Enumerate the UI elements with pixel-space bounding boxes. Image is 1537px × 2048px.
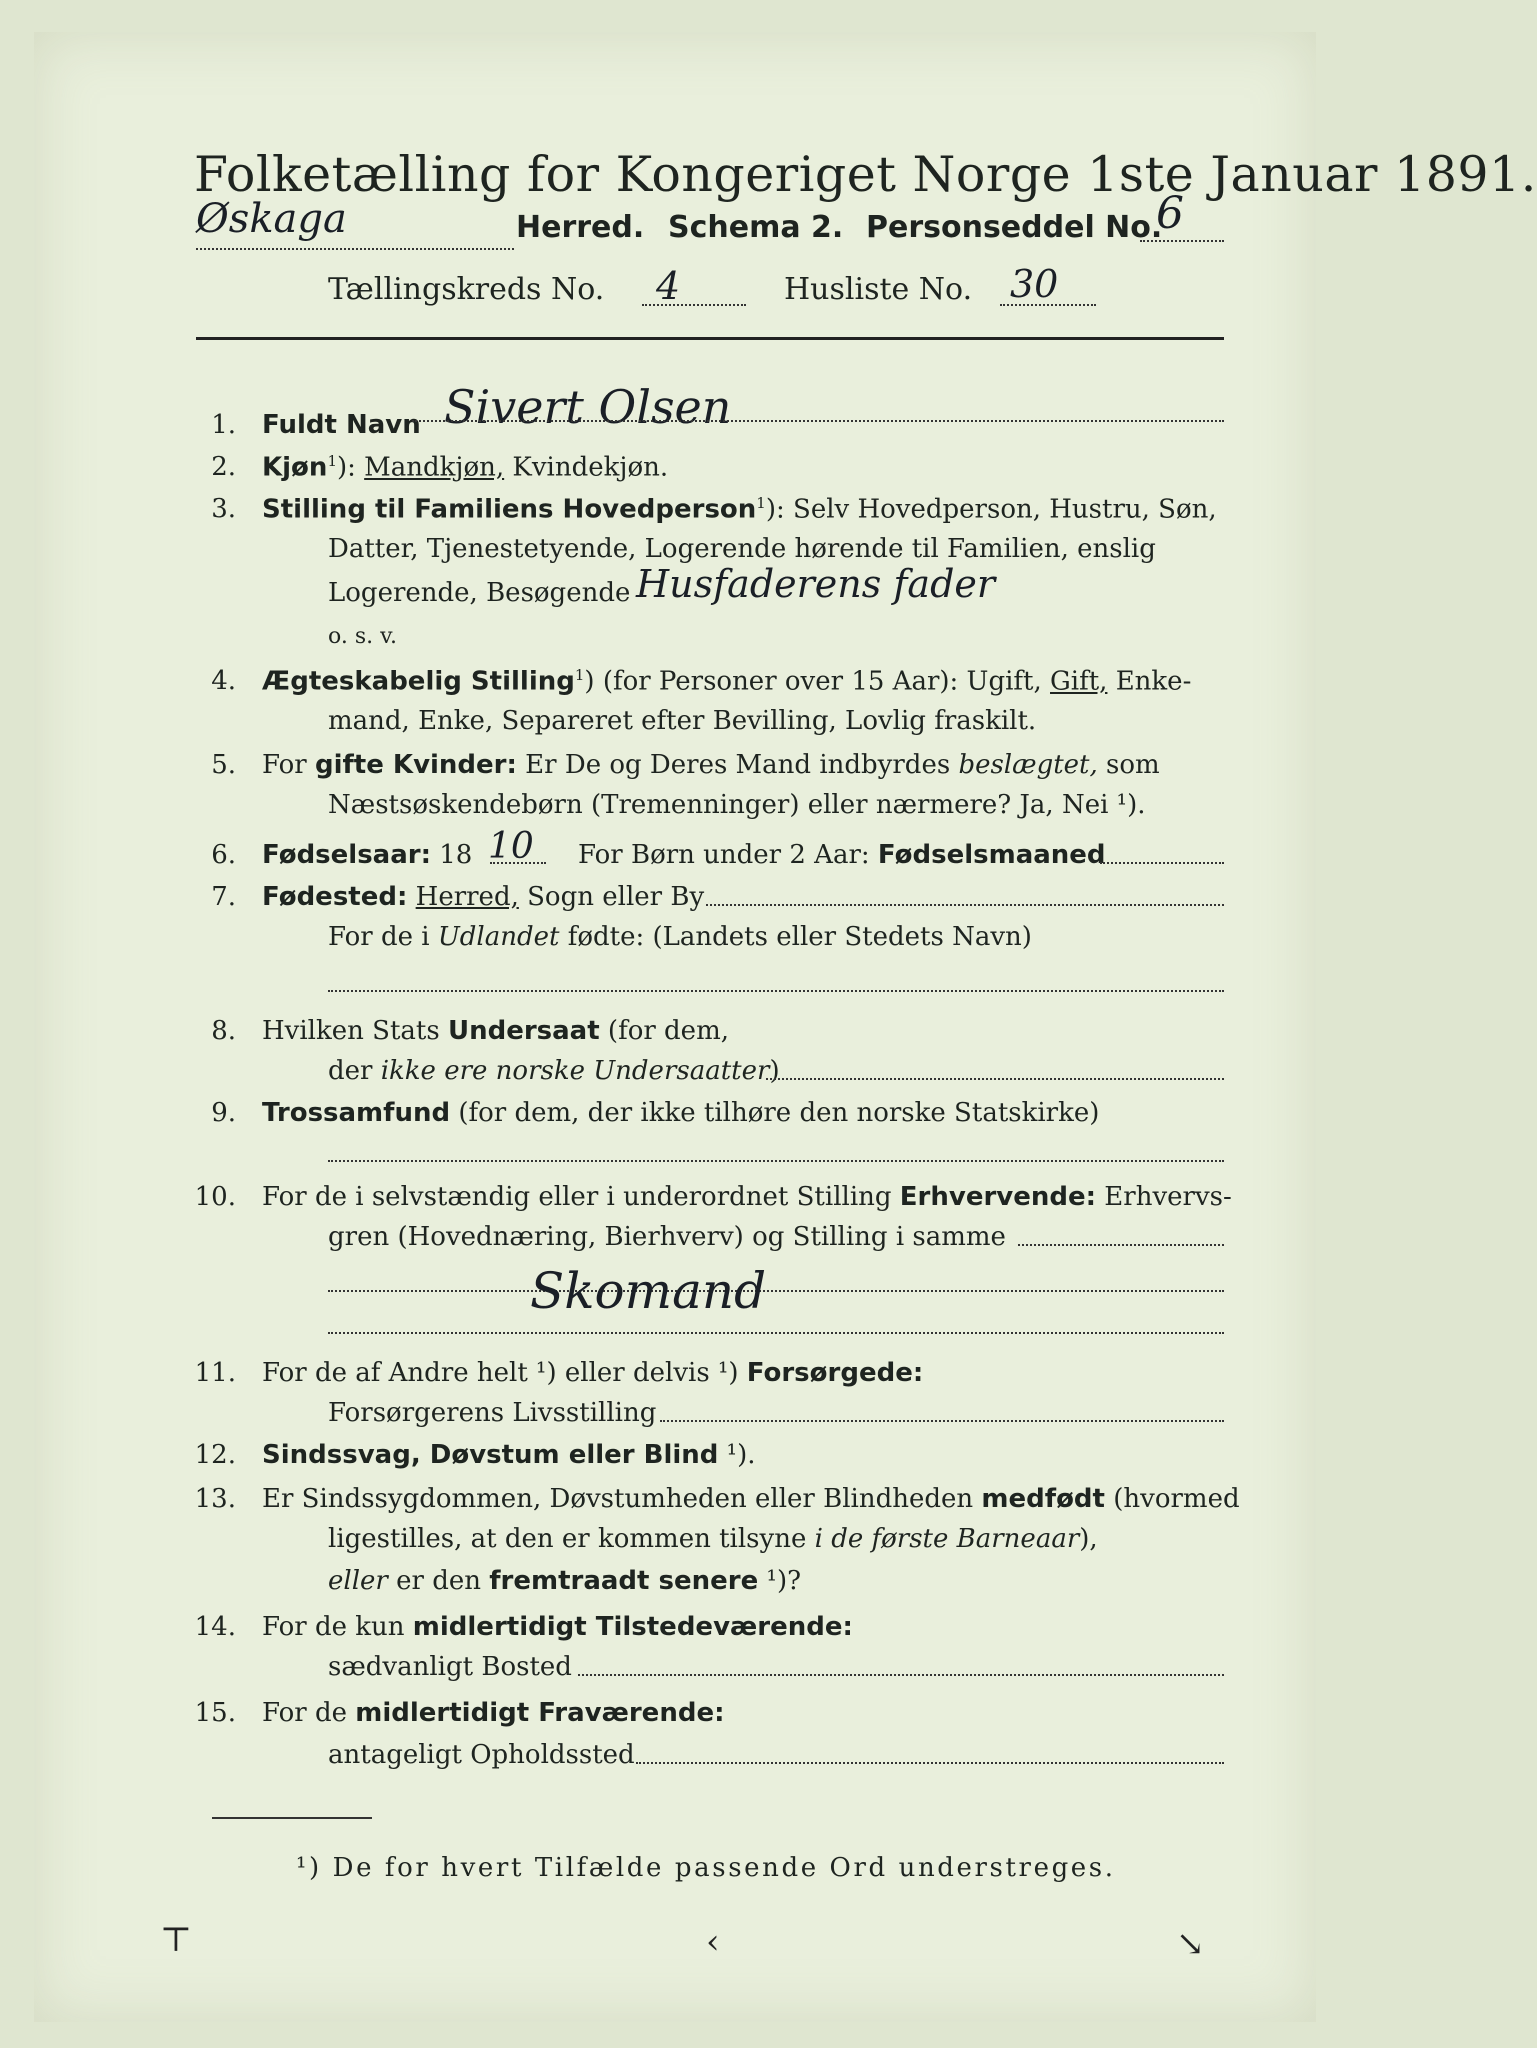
item-9-line — [262, 1098, 1099, 1128]
husliste-value: 30 — [1010, 262, 1059, 306]
item-8-number: 8. — [211, 1016, 236, 1046]
item-5-italic: beslægtet, — [958, 750, 1098, 780]
item-8-rest: (for dem, — [599, 1016, 729, 1046]
item-12-label: Sindssvag, Døvstum eller Blind — [262, 1440, 719, 1470]
item-7-option-herred: Herred, — [415, 882, 519, 912]
item-10-number: 10. — [194, 1182, 236, 1212]
item-1-number: 1. — [211, 410, 236, 440]
form-title: Folketælling for Kongeriget Norge 1ste Januar 1891. — [194, 146, 1537, 203]
item-7-dotted-line — [706, 904, 1224, 906]
herred-label: Herred. — [516, 210, 645, 245]
item-6-rest: For Børn under 2 Aar: — [578, 840, 870, 870]
item-7-number: 7. — [211, 882, 236, 912]
personseddel-dotted-line — [1140, 240, 1224, 242]
item-14-dotted-line — [578, 1674, 1224, 1676]
husliste-label: Husliste No. — [784, 272, 973, 307]
item-13-line-2-italic: i de første Barneaar — [814, 1524, 1080, 1554]
kreds-dotted-line — [642, 304, 746, 306]
item-6-month-dotted-line — [1100, 862, 1224, 864]
item-11-number: 11. — [194, 1358, 236, 1388]
item-2-rest: ): — [336, 452, 365, 483]
center-mark-icon: ‹ — [706, 1922, 720, 1962]
item-9-rest: (for dem, der ikke tilhøre den norske Statskirke) — [450, 1098, 1100, 1128]
item-4-number: 4. — [211, 666, 236, 696]
item-13-line-3-bold: fremtraadt senere — [489, 1566, 759, 1596]
item-6-label-2: Fødselsmaaned — [877, 840, 1106, 870]
item-14-number: 14. — [194, 1612, 236, 1642]
item-6-year-dotted-line — [490, 862, 546, 864]
item-4-line-1 — [262, 666, 1191, 697]
item-13-line-3a: er den — [387, 1566, 490, 1596]
kreds-value: 4 — [656, 264, 681, 308]
item-12-line — [262, 1440, 756, 1470]
item-1-label: Fuldt Navn — [262, 410, 421, 440]
item-11-line-1 — [262, 1358, 923, 1388]
item-7-answer-line — [328, 990, 1224, 992]
item-3-number: 3. — [211, 494, 236, 524]
item-6-line-right — [578, 840, 1106, 870]
item-3-value: Husfaderens fader — [636, 562, 996, 606]
item-2-option-kvindekjon: Kvindekjøn. — [504, 452, 669, 483]
item-15-number: 15. — [194, 1698, 236, 1728]
item-15-line-2: antageligt Opholdssted — [328, 1740, 635, 1770]
kreds-label: Tællingskreds No. — [328, 272, 605, 307]
item-4-footnote-ref: 1 — [574, 666, 585, 684]
item-12-number: 12. — [194, 1440, 236, 1470]
item-8-label: Undersaat — [447, 1016, 600, 1046]
item-13-line-3 — [328, 1566, 801, 1596]
item-6-year-prefix: 18 — [431, 840, 473, 870]
item-9-number: 9. — [211, 1098, 236, 1128]
item-3-label: Stilling til Familiens Hovedperson — [262, 494, 757, 525]
footnote-separator — [212, 1817, 372, 1819]
item-10-pre: For de i selvstændig eller i underordnet Stilling — [262, 1182, 900, 1212]
item-15-line-1 — [262, 1698, 724, 1728]
item-13-label: medfødt — [981, 1484, 1105, 1514]
item-10-line-1 — [262, 1182, 1232, 1212]
item-14-label: midlertidigt Tilstedeværende: — [412, 1612, 853, 1642]
item-5-rest-2: som — [1097, 750, 1160, 780]
item-9-label: Trossamfund — [262, 1098, 451, 1128]
item-3-line-2: Datter, Tjenestetyende, Logerende hørende til Familien, enslig — [328, 534, 1156, 564]
item-11-line-2: Forsørgerens Livsstilling — [328, 1398, 657, 1428]
item-14-line-2: sædvanligt Bosted — [328, 1652, 572, 1682]
item-5-number: 5. — [211, 750, 236, 780]
item-9-answer-line — [328, 1160, 1224, 1162]
item-8-line-2a: der — [328, 1056, 381, 1086]
item-13-number: 13. — [194, 1484, 236, 1514]
item-2-line — [262, 452, 668, 483]
item-10-value: Skomand — [530, 1262, 767, 1320]
item-7-line-1 — [262, 882, 704, 912]
item-6-value: 10 — [488, 826, 534, 867]
item-5-line-2: Næstsøskendebørn (Tremenninger) eller nærmere? Ja, Nei ¹). — [328, 790, 1146, 820]
item-15-label: midlertidigt Fraværende: — [355, 1698, 725, 1728]
item-13-rest: (hvormed — [1104, 1484, 1240, 1514]
item-4-rest-2: Enke- — [1107, 666, 1192, 697]
item-4-rest: ) (for Personer over 15 Aar): Ugift, — [584, 666, 1051, 697]
item-7-line-2a: For de i — [328, 922, 438, 952]
item-4-label: Ægteskabelig Stilling — [262, 666, 575, 697]
item-13-line-3c: ¹)? — [758, 1566, 802, 1596]
item-1-value: Sivert Olsen — [444, 380, 732, 434]
item-6-number: 6. — [211, 840, 236, 870]
item-5-pre: For — [262, 750, 315, 780]
item-13-line-2a: ligestilles, at den er kommen tilsyne — [328, 1524, 815, 1554]
item-6-line — [262, 840, 472, 870]
herred-dotted-line — [196, 248, 514, 250]
item-8-pre: Hvilken Stats — [262, 1016, 448, 1046]
item-7-label: Fødested: — [262, 882, 408, 912]
item-11-pre: For de af Andre helt ¹) eller delvis ¹) — [262, 1358, 747, 1388]
item-3-line-4: o. s. v. — [328, 624, 397, 649]
item-13-pre: Er Sindssygdommen, Døvstumheden eller Blindheden — [262, 1484, 982, 1514]
item-15-dotted-line — [636, 1762, 1224, 1764]
item-14-pre: For de kun — [262, 1612, 413, 1642]
item-3-footnote-ref: 1 — [756, 494, 766, 512]
item-8-line-2-italic: ikke ere norske Undersaatter — [380, 1056, 770, 1086]
item-4-line-2: mand, Enke, Separeret efter Bevilling, Lovlig fraskilt. — [328, 706, 1037, 736]
item-3-line-3: Logerende, Besøgende — [328, 578, 631, 608]
item-10-label: Erhvervende: — [899, 1182, 1097, 1212]
item-13-line-2 — [328, 1524, 1098, 1554]
item-11-dotted-line — [660, 1420, 1224, 1422]
item-11-label: Forsørgede: — [746, 1358, 924, 1388]
item-6-label: Fødselsaar: — [262, 840, 431, 870]
item-5-label: gifte Kvinder: — [314, 750, 517, 780]
item-1-dotted-line — [412, 420, 1224, 422]
item-10-dotted-line-2 — [328, 1290, 1224, 1292]
item-2-label: Kjøn — [262, 452, 328, 483]
corner-mark-right-icon: ↘ — [1176, 1924, 1205, 1964]
item-10-dotted-line-1 — [1018, 1244, 1224, 1246]
item-7-rest: Sogn eller By — [518, 882, 705, 912]
schema-label: Schema 2. — [668, 210, 844, 245]
item-2-number: 2. — [211, 452, 236, 482]
item-2-option-mandkjon: Mandkjøn, — [364, 452, 505, 483]
item-2-footnote-ref: 1 — [327, 452, 337, 470]
item-10-line-2: gren (Hovednæring, Bierhverv) og Stilling i samme — [328, 1222, 1006, 1252]
item-4-option-gift: Gift, — [1050, 666, 1108, 697]
item-13-line-1 — [262, 1484, 1240, 1514]
item-3-rest: ): Selv Hovedperson, Hustru, Søn, — [765, 494, 1217, 525]
item-8-dotted-line — [766, 1078, 1224, 1080]
header-rule — [196, 337, 1224, 340]
item-13-line-2b: ), — [1079, 1524, 1098, 1554]
item-10-dotted-line-3 — [328, 1332, 1224, 1334]
item-8-line-2b: ) — [769, 1056, 780, 1086]
item-5-rest: Er De og Deres Mand indbyrdes — [516, 750, 959, 780]
item-10-rest: Erhvervs- — [1096, 1182, 1232, 1212]
item-5-line-1 — [262, 750, 1160, 780]
item-7-line-2-italic: Udlandet — [437, 922, 560, 952]
item-13-line-3-italic: eller — [328, 1566, 388, 1596]
item-7-line-2b: fødte: (Landets eller Stedets Navn) — [559, 922, 1032, 952]
personseddel-label: Personseddel No. — [866, 210, 1163, 245]
item-7-line-2 — [328, 922, 1032, 952]
item-12-rest: ¹). — [718, 1440, 756, 1470]
item-14-line-1 — [262, 1612, 853, 1642]
herred-value: Øskaga — [196, 196, 347, 242]
item-8-line-2 — [328, 1056, 780, 1086]
item-3-line-1 — [262, 494, 1217, 525]
item-15-pre: For de — [262, 1698, 356, 1728]
corner-mark-left-icon: ⊤ — [160, 1920, 192, 1960]
husliste-dotted-line — [1000, 304, 1096, 306]
footnote: ¹) De for hvert Tilfælde passende Ord understreges. — [296, 1853, 1116, 1883]
personseddel-value: 6 — [1156, 188, 1184, 239]
item-8-line-1 — [262, 1016, 729, 1046]
